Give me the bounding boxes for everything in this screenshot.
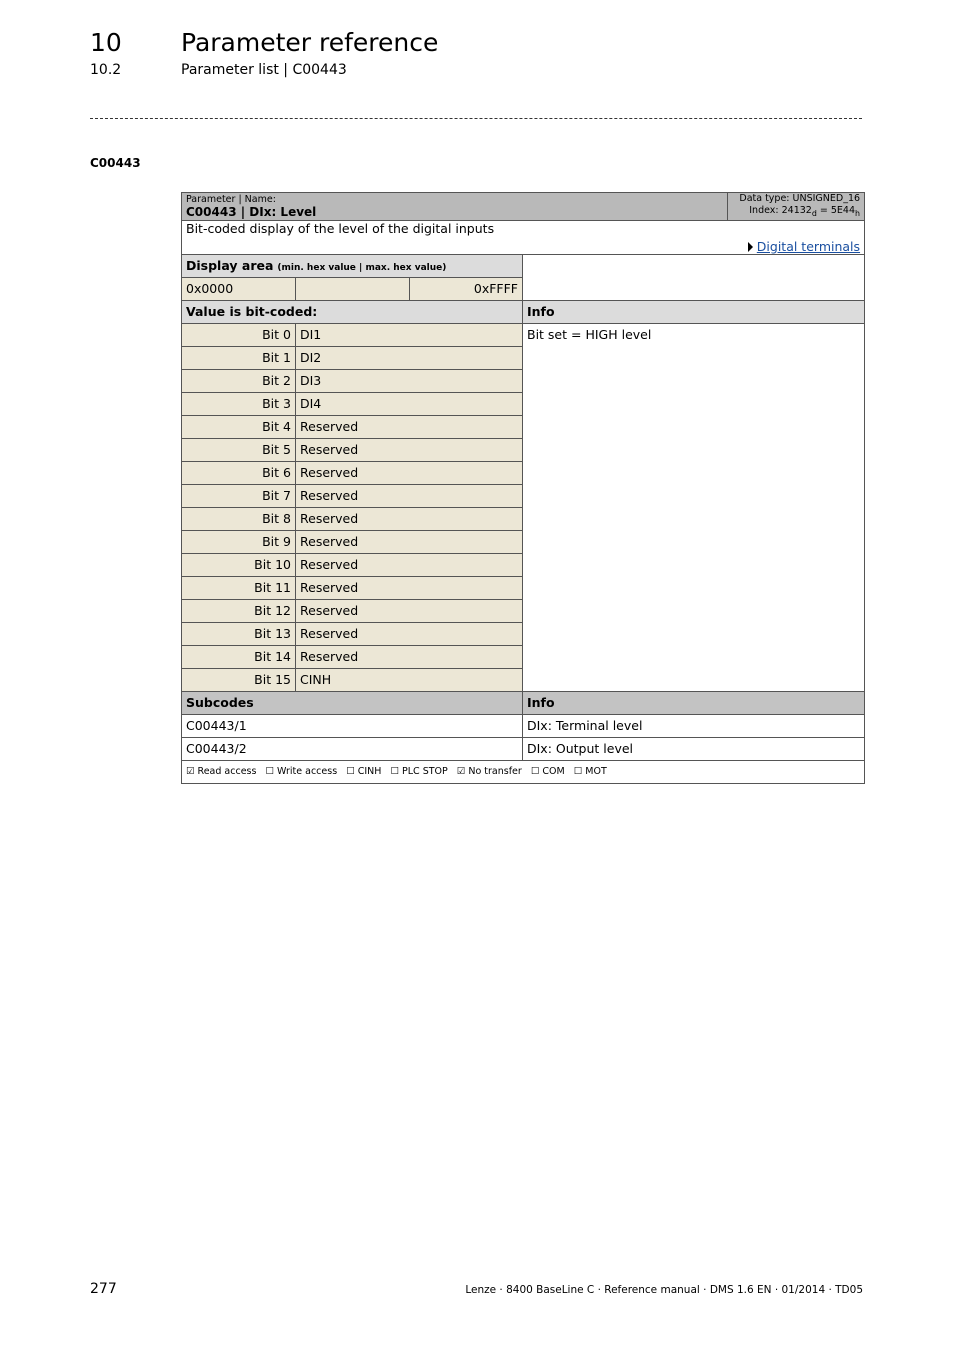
bit-name: Reserved xyxy=(296,530,523,553)
description-cell xyxy=(182,220,865,254)
parameter-datatype-cell xyxy=(728,193,865,221)
document-info: Lenze · 8400 BaseLine C · Reference manual · DMS 1.6 EN · 01/2014 · TD05 xyxy=(465,1284,863,1296)
bit-row xyxy=(182,323,865,346)
subcodes-info-label: Info xyxy=(523,691,865,714)
bit-name: Reserved xyxy=(296,415,523,438)
bit-info: Bit set = HIGH level xyxy=(523,323,865,691)
header-divider xyxy=(90,118,862,119)
display-area-label-cell: Display area (min. hex value | max. hex value) xyxy=(182,254,523,277)
subcode-row xyxy=(182,737,865,760)
page-number: 277 xyxy=(90,1281,117,1297)
parameter-name: C00443 | DIx: Level xyxy=(186,204,317,219)
bitcoded-header-row xyxy=(182,300,865,323)
bit-name: Reserved xyxy=(296,507,523,530)
subcode-info: DIx: Output level xyxy=(523,737,865,760)
display-area-empty-cell xyxy=(523,254,865,300)
section-title: Parameter list | C00443 xyxy=(181,62,347,78)
bit-name: Reserved xyxy=(296,484,523,507)
min-hex-value: 0x0000 xyxy=(182,277,296,300)
parameter-header-row xyxy=(182,193,865,221)
display-area-header-row xyxy=(182,254,865,277)
bit-name: DI3 xyxy=(296,369,523,392)
bit-name: Reserved xyxy=(296,553,523,576)
chapter-title: Parameter reference xyxy=(181,28,439,57)
parameter-name-caption: Parameter | Name: xyxy=(186,193,276,205)
bitcoded-info-label: Info xyxy=(523,300,865,323)
bit-name: Reserved xyxy=(296,599,523,622)
bit-name: CINH xyxy=(296,668,523,691)
bit-name: Reserved xyxy=(296,645,523,668)
bit-number: Bit 7 xyxy=(182,484,296,507)
bit-number: Bit 11 xyxy=(182,576,296,599)
access-attributes-row xyxy=(182,760,865,783)
bit-number: Bit 10 xyxy=(182,553,296,576)
subcode-code: C00443/2 xyxy=(182,737,523,760)
digital-terminals-link[interactable]: Digital terminals xyxy=(756,238,861,254)
bit-name: DI4 xyxy=(296,392,523,415)
description-row xyxy=(182,220,865,254)
bit-number: Bit 9 xyxy=(182,530,296,553)
subcode-code: C00443/1 xyxy=(182,714,523,737)
section-number: 10.2 xyxy=(90,62,122,78)
bit-number: Bit 1 xyxy=(182,346,296,369)
bit-number: Bit 3 xyxy=(182,392,296,415)
bit-number: Bit 0 xyxy=(182,323,296,346)
bit-number: Bit 2 xyxy=(182,369,296,392)
parameter-name-cell xyxy=(182,193,728,221)
bit-number: Bit 5 xyxy=(182,438,296,461)
bit-name: Reserved xyxy=(296,461,523,484)
display-area-spacer xyxy=(296,277,410,300)
parameter-description: Bit-coded display of the level of the digital inputs xyxy=(186,220,495,236)
bit-name: Reserved xyxy=(296,438,523,461)
data-type: Data type: UNSIGNED_16 xyxy=(739,193,861,204)
bit-number: Bit 13 xyxy=(182,622,296,645)
bit-number: Bit 14 xyxy=(182,645,296,668)
triangle-right-icon xyxy=(748,242,753,252)
bit-name: DI2 xyxy=(296,346,523,369)
bit-number: Bit 12 xyxy=(182,599,296,622)
parameter-index: Index: $24132_d = 5E44_h$ xyxy=(749,205,861,218)
max-hex-value: 0xFFFF xyxy=(410,277,523,300)
bit-number: Bit 15 xyxy=(182,668,296,691)
subcodes-header-row xyxy=(182,691,865,714)
subcode-info: DIx: Terminal level xyxy=(523,714,865,737)
bit-name: DI1 xyxy=(296,323,523,346)
bit-number: Bit 4 xyxy=(182,415,296,438)
bit-number: Bit 6 xyxy=(182,461,296,484)
subcode-row xyxy=(182,714,865,737)
subcodes-label: Subcodes xyxy=(182,691,523,714)
chapter-number: 10 xyxy=(90,28,122,57)
bit-number: Bit 8 xyxy=(182,507,296,530)
parameter-code-heading: C00443 xyxy=(90,156,141,170)
bitcoded-label: Value is bit-coded: xyxy=(182,300,523,323)
access-attributes: ☑ Read access ☐ Write access ☐ CINH ☐ PLC STOP ☑ No transfer ☐ COM ☐ MOT xyxy=(182,760,865,783)
bit-name: Reserved xyxy=(296,622,523,645)
parameter-table xyxy=(181,192,865,784)
bit-name: Reserved xyxy=(296,576,523,599)
